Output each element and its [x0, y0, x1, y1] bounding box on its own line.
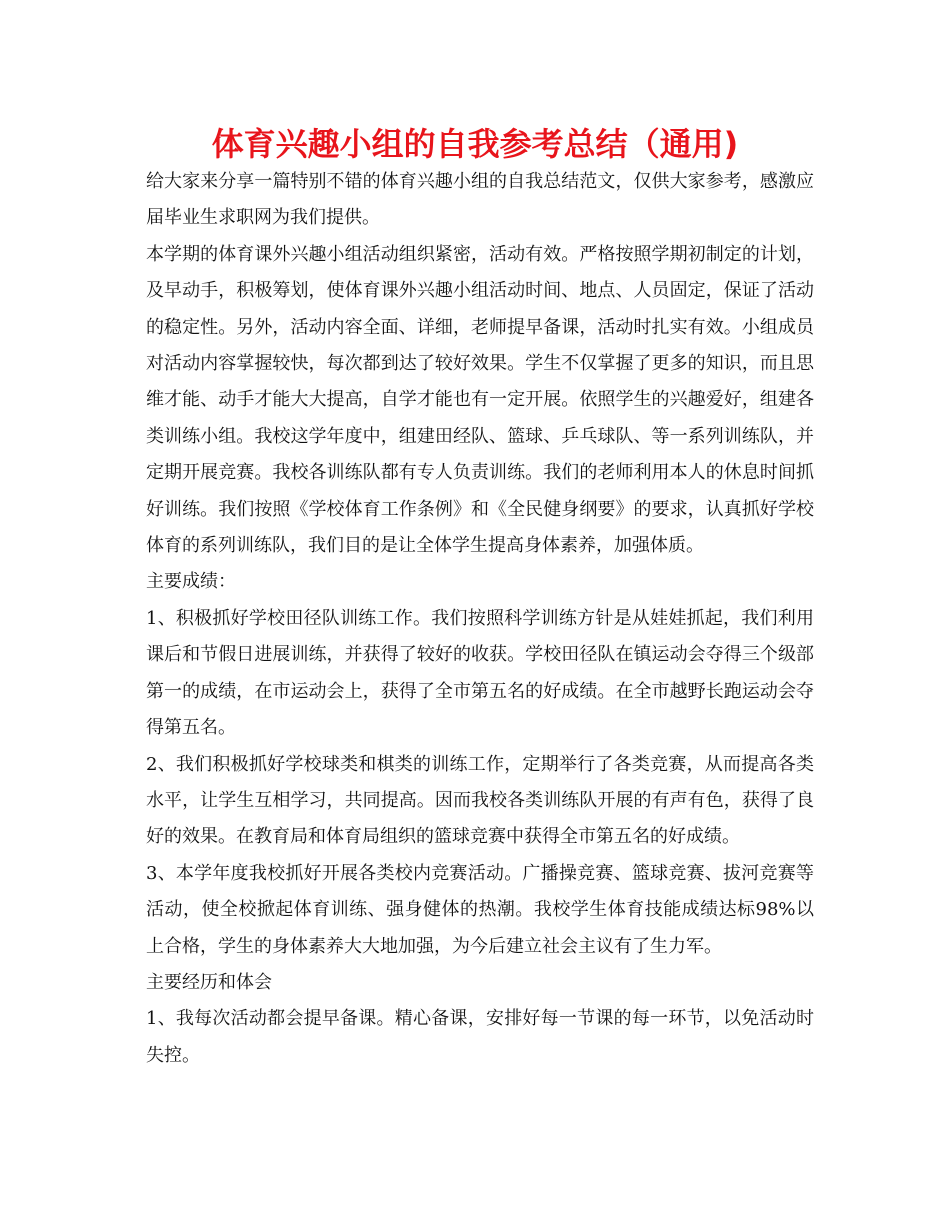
achievement-item-1: 1、积极抓好学校田径队训练工作。我们按照科学训练方针是从娃娃抓起，我们利用课后和节假日进展训练，并获得了较好的收获。学校田径队在镇运动会夺得三个级部第一的成绩，在市运动会上，获得了全市第五名的好成绩。在全市越野长跑运动会夺得第五名。	[146, 607, 814, 739]
experience-item-1: 1、我每次活动都会提早备课。精心备课，安排好每一节课的每一环节，以免活动时失控。	[146, 1008, 814, 1066]
document-title: 体育兴趣小组的自我参考总结（通用)	[211, 125, 739, 163]
main-paragraph: 本学期的体育课外兴趣小组活动组织紧密，活动有效。严格按照学期初制定的计划，及早动手，积极筹划，使体育课外兴趣小组活动时间、地点、人员固定，保证了活动的稳定性。另外，活动内容全面、详细，老师提早备课，活动时扎实有效。小组成员对活动内容掌握较快，每次都到达了较好效果。学生不仅掌握了更多的知识，而且思维才能、动手才能大大提高，自学才能也有一定开展。依照学生的兴趣爱好，组建各类训练小组。我校这学年度中，组建田经队、篮球、乒乓球队、等一系列训练队，并定期开展竞赛。我校各训练队都有专人负责训练。我们的老师利用本人的休息时间抓好训练。我们按照《学校体育工作条例》和《全民健身纲要》的要求，认真抓好学校体育的系列训练队，我们目的是让全体学生提高身体素养，加强体质。	[146, 243, 814, 557]
intro-paragraph: 给大家来分享一篇特别不错的体育兴趣小组的自我总结范文，仅供大家参考，感激应届毕业生求职网为我们提供。	[146, 171, 814, 229]
achievement-item-2: 2、我们积极抓好学校球类和棋类的训练工作，定期举行了各类竞赛，从而提高各类水平，让学生互相学习，共同提高。因而我校各类训练队开展的有声有色，获得了良好的效果。在教育局和体育局组织的篮球竞赛中获得全市第五名的好成绩。	[146, 753, 814, 848]
section-heading-achievements: 主要成绩：	[146, 571, 236, 593]
section-heading-experience: 主要经历和体会	[146, 971, 272, 993]
document-body	[146, 164, 814, 1074]
achievement-item-3: 3、本学年度我校抓好开展各类校内竞赛活动。广播操竞赛、篮球竞赛、拔河竞赛等活动，使全校掀起体育训练、强身健体的热潮。我校学生体育技能成绩达标98%以上合格，学生的身体素养大大地加强，为今后建立社会主议有了生力军。	[146, 862, 814, 957]
